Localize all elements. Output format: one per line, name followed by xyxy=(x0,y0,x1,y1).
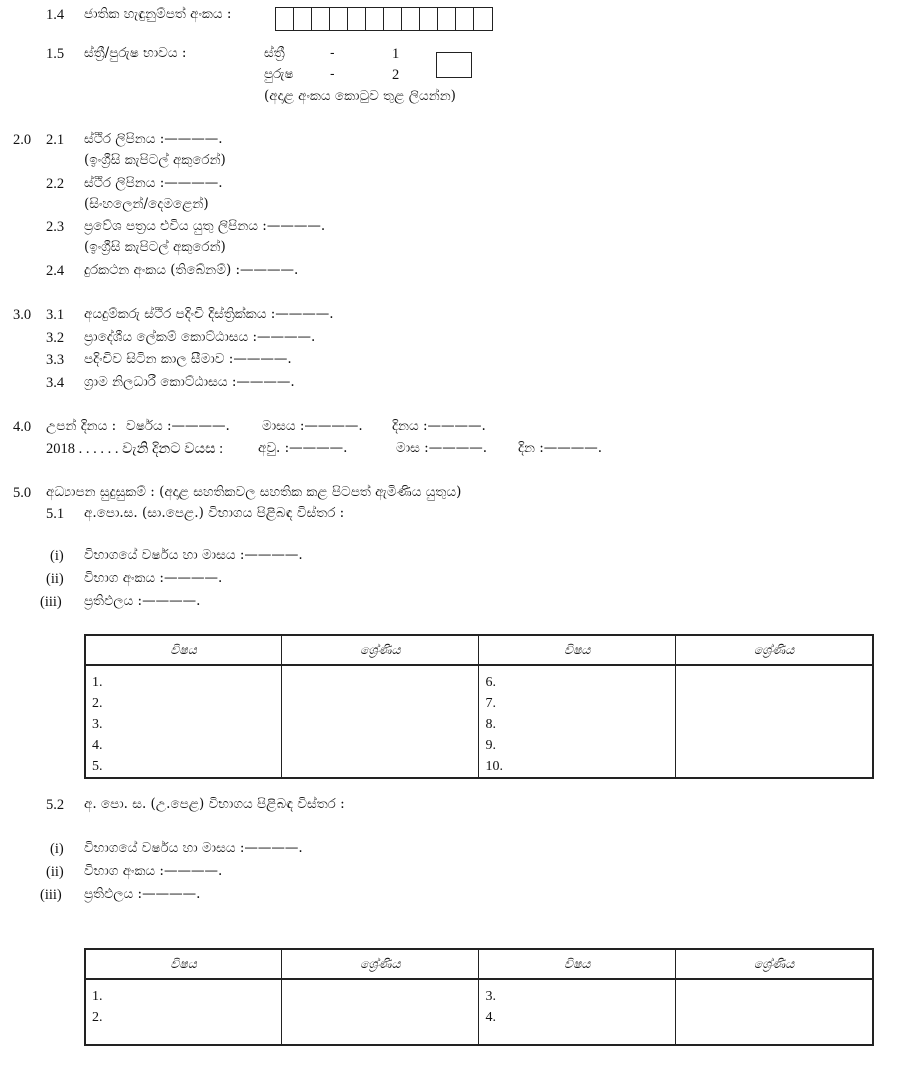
section-number: 2.0 xyxy=(13,132,32,148)
al-result-field[interactable]: ප්‍රතිඵලය :————. xyxy=(84,886,201,902)
nic-digit-box[interactable] xyxy=(348,8,366,30)
nic-digit-box[interactable] xyxy=(456,8,474,30)
row-number: 3. xyxy=(485,989,496,1004)
subject-cell-right[interactable] xyxy=(479,979,675,1045)
ol-index-field[interactable]: විභාග අංකය :————. xyxy=(84,570,223,586)
age-as-at-label: 2018 . . . . . . වැනි දිනට වයස : xyxy=(46,441,224,457)
ol-title: අ.පො.ස. (සා.පෙළ.) විභාගය පිළිබඳ විස්තර : xyxy=(84,505,345,521)
row-number: 1. xyxy=(92,989,103,1004)
dob-year-field[interactable]: වර්ෂය :————. xyxy=(126,418,230,434)
row-marker: (iii) xyxy=(40,594,62,610)
dash: - xyxy=(330,66,335,82)
grade-cell-right[interactable] xyxy=(675,665,873,778)
al-index-field[interactable]: විභාග අංකය :————. xyxy=(84,863,223,879)
gn-division-field[interactable]: ග්‍රාම නිලධාරී කොට්ඨාසය :————. xyxy=(84,374,295,390)
al-exam-year-field[interactable]: විභාගයේ වර්ෂය හා මාසය :————. xyxy=(84,840,303,856)
grade-cell-left[interactable] xyxy=(281,665,479,778)
ol-result-field[interactable]: ප්‍රතිඵලය :————. xyxy=(84,593,201,609)
district-field[interactable]: අයදුම්කරු ස්ථිර පදිංචි දිස්ත්‍රික්කය :————. xyxy=(84,306,334,322)
item-number: 5.2 xyxy=(46,797,65,813)
grade-cell-left[interactable] xyxy=(281,979,479,1045)
subject-cell-right[interactable] xyxy=(479,665,675,778)
ol-results-table xyxy=(84,634,874,779)
dob-label: උපන් දිනය : xyxy=(46,418,117,434)
nic-digit-box[interactable] xyxy=(312,8,330,30)
item-number: 3.4 xyxy=(46,375,65,391)
nic-digit-box[interactable] xyxy=(330,8,348,30)
al-results-table xyxy=(84,948,874,1046)
row-number: 8. xyxy=(485,717,496,732)
nic-digit-box[interactable] xyxy=(438,8,456,30)
education-heading: අධ්‍යාපන සුදුසුකම් : (අදාළ සහතිකවල සහතික කළ පිටපත් ඇමිණිය යුතුය) xyxy=(46,484,462,500)
female-option: ස්ත්‍රී xyxy=(264,45,285,61)
age-years-field[interactable]: අවු. :————. xyxy=(258,440,348,456)
ol-exam-year-field[interactable]: විභාගයේ වර්ෂය හා මාසය :————. xyxy=(84,547,303,563)
item-number: 5.1 xyxy=(46,506,65,522)
dob-day-field[interactable]: දිනය :————. xyxy=(392,418,486,434)
table-row xyxy=(85,979,873,1045)
table-header-row xyxy=(85,949,873,979)
item-number: 3.2 xyxy=(46,330,65,346)
residence-period-field[interactable]: පදිංචිව සිටින කාල සීමාව :————. xyxy=(84,351,292,367)
row-marker: (i) xyxy=(50,841,64,857)
gender-label: ස්ත්‍රී/පුරුෂ භාවය : xyxy=(84,45,187,61)
nic-number-boxes[interactable] xyxy=(275,7,493,31)
row-number: 3. xyxy=(92,717,103,732)
row-number: 9. xyxy=(485,738,496,753)
row-number: 7. xyxy=(485,696,496,711)
table-header-row xyxy=(85,635,873,665)
gender-code-box[interactable] xyxy=(436,52,472,78)
row-number: 5. xyxy=(92,759,103,774)
item-number: 2.2 xyxy=(46,176,65,192)
grade-header: ශ්‍රේණිය xyxy=(675,949,873,979)
permanent-address-english-field[interactable]: ස්ථිර ලිපිනය :————. xyxy=(84,131,223,147)
grade-header: ශ්‍රේණිය xyxy=(281,635,479,665)
row-number: 4. xyxy=(92,738,103,753)
subject-header: විෂය xyxy=(85,949,281,979)
age-months-field[interactable]: මාස :————. xyxy=(396,440,487,456)
dob-month-field[interactable]: මාසය :————. xyxy=(262,418,363,434)
gender-note: (අදාළ අංකය කොටුව තුළ ලියන්න) xyxy=(264,88,456,104)
row-number: 2. xyxy=(92,1010,103,1025)
grade-header: ශ්‍රේණිය xyxy=(281,949,479,979)
item-number: 3.3 xyxy=(46,352,65,368)
section-number: 3.0 xyxy=(13,307,32,323)
item-number: 2.3 xyxy=(46,219,65,235)
subject-header: විෂය xyxy=(85,635,281,665)
row-number: 4. xyxy=(485,1010,496,1025)
item-number: 1.4 xyxy=(46,7,65,23)
row-number: 2. xyxy=(92,696,103,711)
field-note: (සිංහලෙන්/දෙමළෙන්) xyxy=(84,196,209,212)
female-code: 1 xyxy=(392,46,400,62)
nic-digit-box[interactable] xyxy=(402,8,420,30)
table-row xyxy=(85,665,873,778)
row-number: 1. xyxy=(92,675,103,690)
subject-header: විෂය xyxy=(479,949,675,979)
grade-cell-right[interactable] xyxy=(675,979,873,1045)
subject-header: විෂය xyxy=(479,635,675,665)
ds-division-field[interactable]: ප්‍රාදේශීය ලේකම් කොට්ඨාසය :————. xyxy=(84,329,316,345)
nic-digit-box[interactable] xyxy=(420,8,438,30)
subject-cell-left[interactable] xyxy=(85,665,281,778)
item-number: 2.4 xyxy=(46,263,65,279)
phone-number-field[interactable]: දුරකථන අංකය (තිබේනම්) :————. xyxy=(84,262,299,278)
male-option: පුරුෂ xyxy=(264,66,294,82)
row-marker: (ii) xyxy=(46,571,64,587)
nic-digit-box[interactable] xyxy=(366,8,384,30)
subject-cell-left[interactable] xyxy=(85,979,281,1045)
admission-address-field[interactable]: ප්‍රවේශ පත්‍රය එවිය යුතු ලිපිනය :————. xyxy=(84,218,326,234)
nic-digit-box[interactable] xyxy=(294,8,312,30)
male-code: 2 xyxy=(392,67,400,83)
item-number: 3.1 xyxy=(46,307,65,323)
permanent-address-sinhala-field[interactable]: ස්ථිර ලිපිනය :————. xyxy=(84,175,223,191)
section-number: 4.0 xyxy=(13,419,32,435)
section-number: 5.0 xyxy=(13,485,32,501)
field-note: (ඉංග්‍රීසි කැපිටල් අකුරෙන්) xyxy=(84,239,226,255)
dash: - xyxy=(330,45,335,61)
row-number: 10. xyxy=(485,759,503,774)
item-number: 2.1 xyxy=(46,132,65,148)
age-days-field[interactable]: දින :————. xyxy=(518,440,603,456)
nic-digit-box[interactable] xyxy=(474,8,492,30)
item-number: 1.5 xyxy=(46,46,65,62)
row-marker: (i) xyxy=(50,548,64,564)
nic-digit-box[interactable] xyxy=(276,8,294,30)
grade-header: ශ්‍රේණිය xyxy=(675,635,873,665)
row-number: 6. xyxy=(485,675,496,690)
row-marker: (ii) xyxy=(46,864,64,880)
al-title: අ. පො. ස. (උ.පෙළ) විභාගය පිළිබඳ විස්තර : xyxy=(84,796,345,812)
nic-digit-box[interactable] xyxy=(384,8,402,30)
field-note: (ඉංග්‍රීසි කැපිටල් අකුරෙන්) xyxy=(84,152,226,168)
nic-label: ජාතික හැඳුනුම්පත් අංකය : xyxy=(84,6,232,22)
row-marker: (iii) xyxy=(40,887,62,903)
